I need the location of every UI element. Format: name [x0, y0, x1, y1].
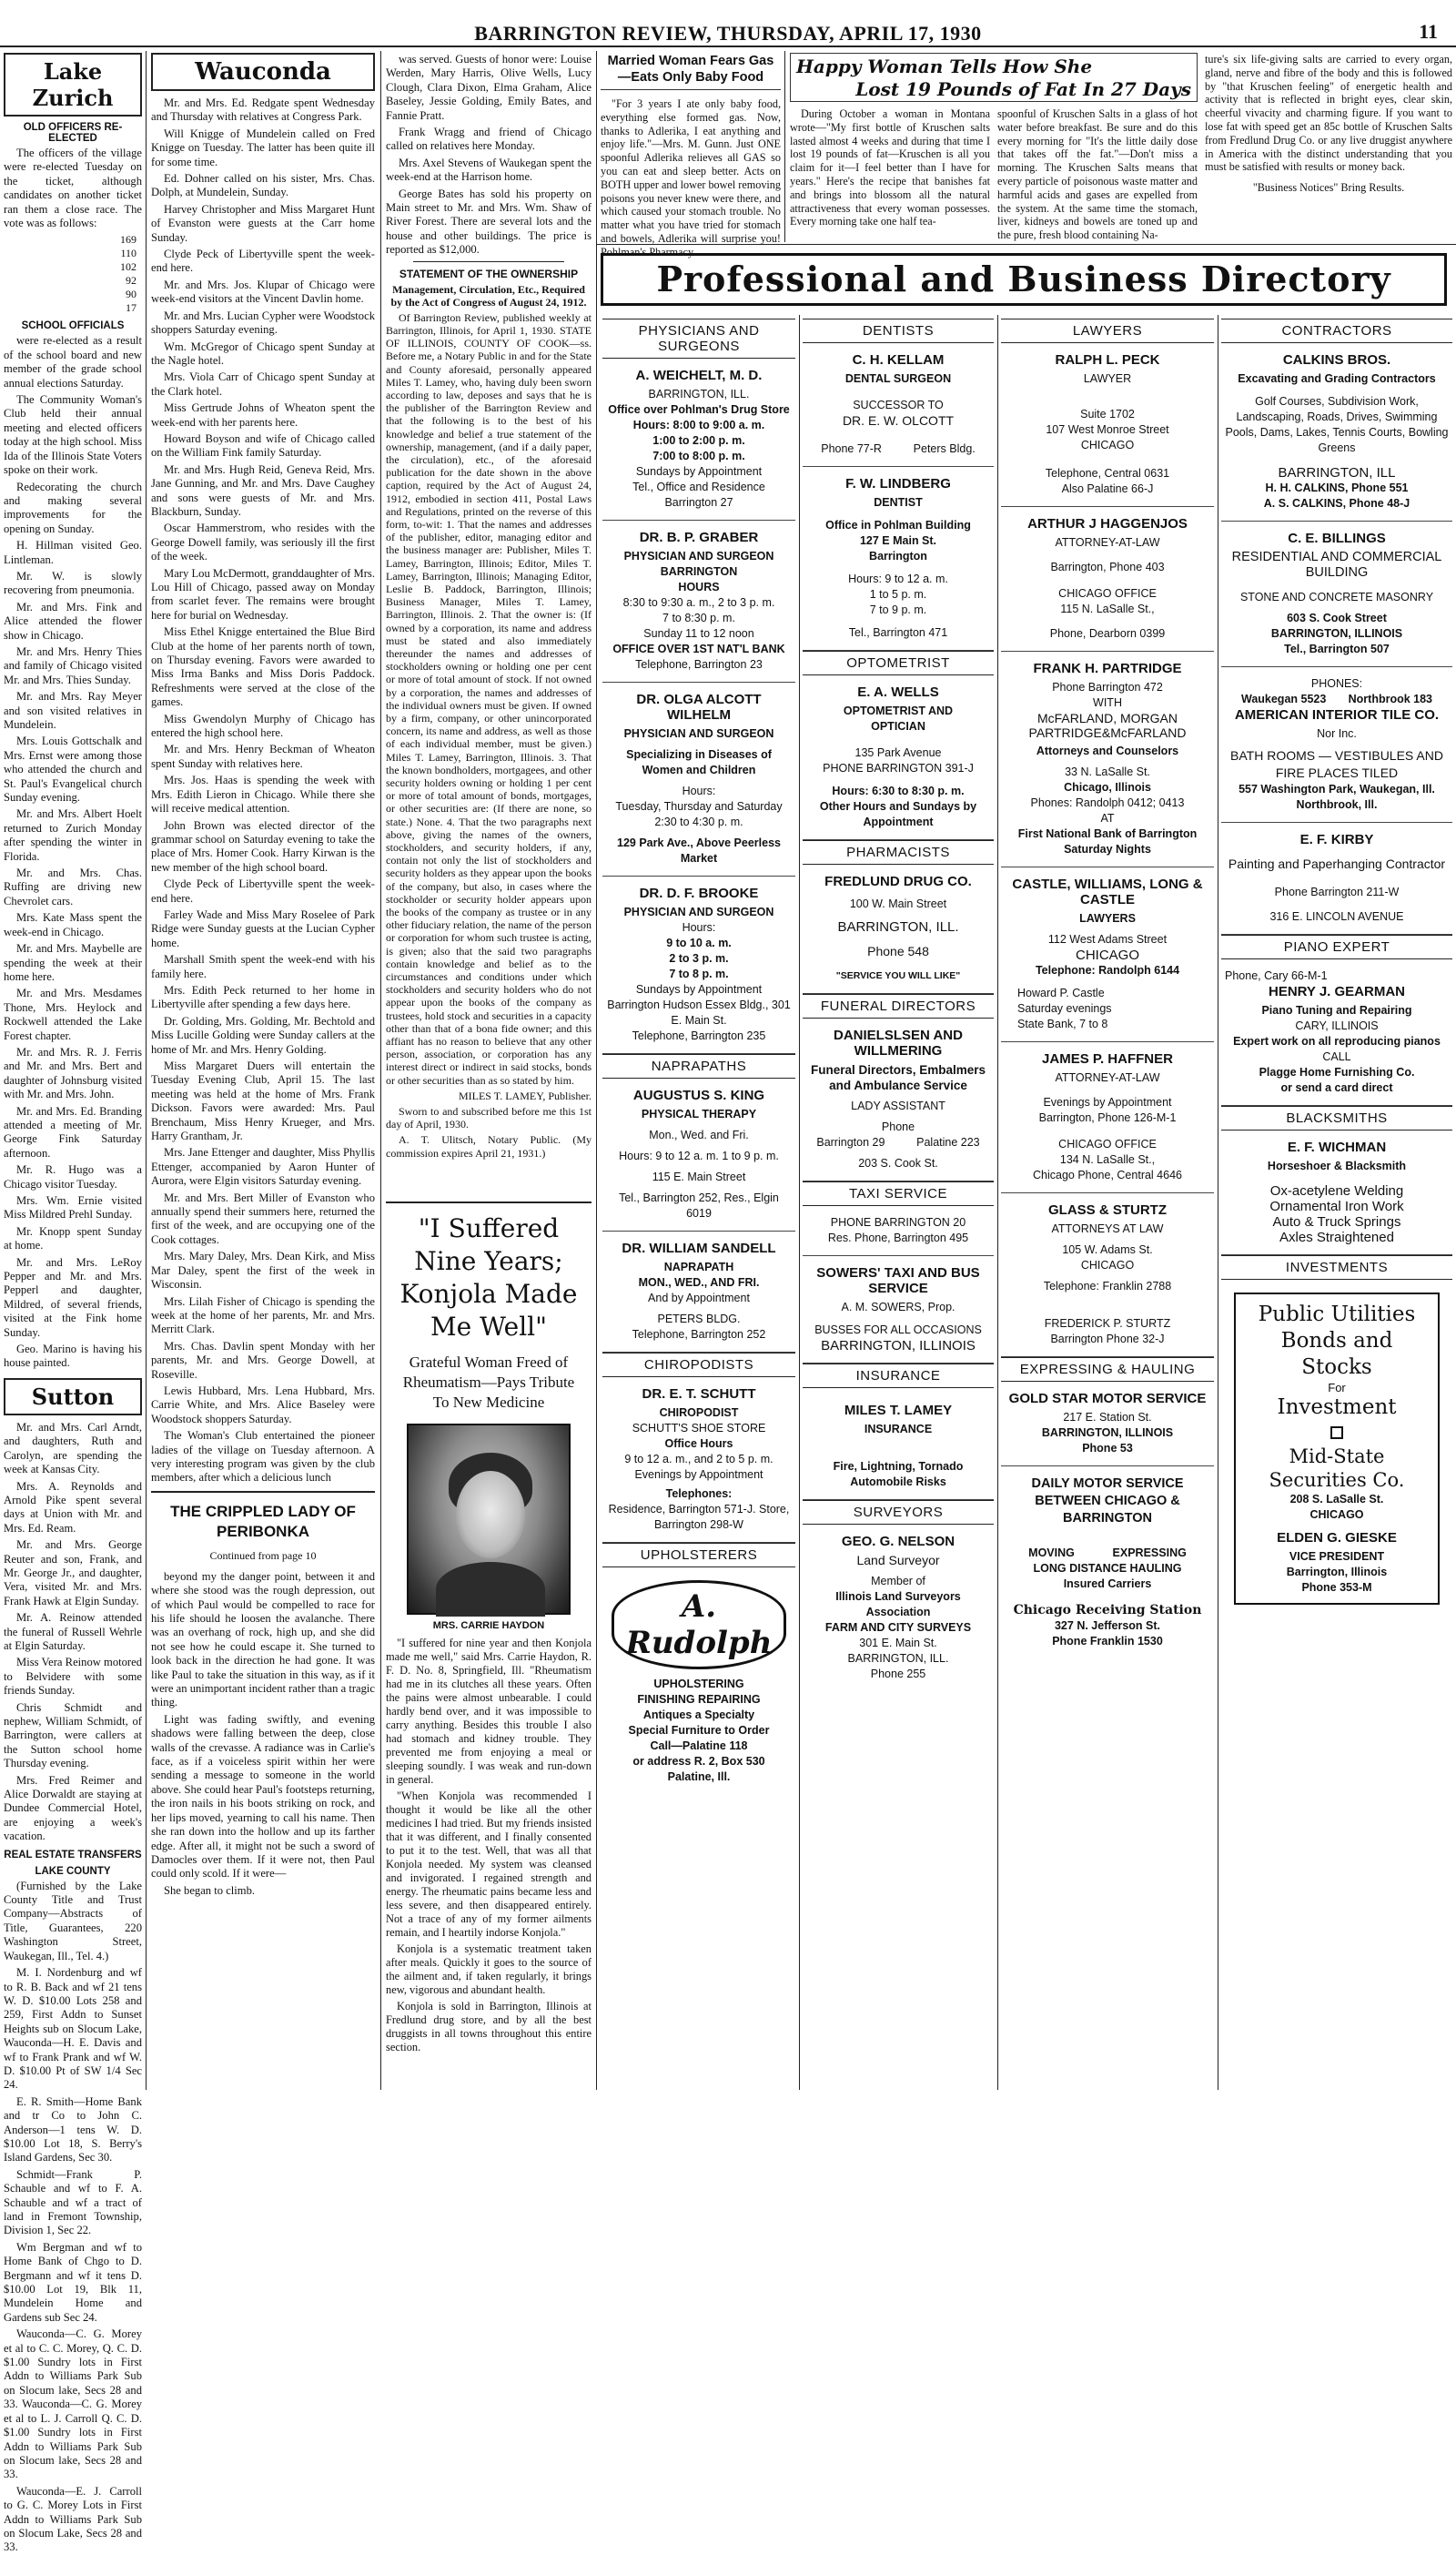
- listing-king: AUGUSTUS S. KING PHYSICAL THERAPY Mon., Wed. and Fri. Hours: 9 to 12 a. m. 1 to 9 p. m. 115 E. Main Street Tel., Barrington 252, Res., Elgin 6019: [602, 1079, 795, 1232]
- adlerika-ad: Married Woman Fears Gas —Eats Only Baby Food "For 3 years I ate only baby food, everything else formed gas. Now, thanks to Adlerika, I eat anything and enjoy life."—Mrs. M. Gunn. Just ONE spoonful Adlerika relieves all GAS so you can eat and sleep better. Acts on BOTH upper and lower bowel removing poisons you never knew were there, and which caused your stomach trouble. No matter what you have tried for stomach and bowels, Adlerika will surprise you! Pohlman's Pharmacy.: [601, 54, 781, 259]
- square-bullet-icon: [1330, 1426, 1343, 1439]
- category-lawyers: LAWYERS: [1001, 319, 1214, 343]
- listing-taxi-phone: PHONE BARRINGTON 20 Res. Phone, Barrington 495: [803, 1206, 994, 1256]
- subheading: SCHOOL OFFICIALS: [21, 320, 125, 332]
- serial-continued: Continued from page 10: [209, 1548, 317, 1562]
- listing-weichelt: A. WEICHELT, M. D. BARRINGTON, ILL. Office over Pohlman's Drug Store Hours: 8:00 to 9:00 a. m. 1:00 to 2:00 p. m. 7:00 to 8:00 p. m. Sundays by Appointment Tel., Office and Residence Barrington 27: [602, 359, 795, 521]
- category-optometrist: OPTOMETRIST: [803, 651, 994, 675]
- vote-list: 169 110 102 92 90 17: [120, 233, 136, 315]
- directory-column-d: [1221, 319, 1452, 2090]
- statement-title: STATEMENT OF THE OWNERSHIP: [399, 267, 579, 280]
- listing-gold-star: GOLD STAR MOTOR SERVICE 217 E. Station St. BARRINGTON, ILLINOIS Phone 53: [1001, 1382, 1214, 1466]
- kruschen-headline-2: Lost 19 Pounds of Fat In 27 Days: [855, 78, 1191, 100]
- listing-billings: C. E. BILLINGS RESIDENTIAL AND COMMERCIAL BUILDING STONE AND CONCRETE MASONRY 603 S. Cook Street BARRINGTON, ILLINOIS Tel., Barrington 507: [1221, 522, 1452, 667]
- listing-calkins: CALKINS BROS. Excavating and Grading Contractors Golf Courses, Subdivision Work, Landscaping, Roads, Drives, Swimming Pools, Dams, Lakes, Tennis Courts, Bowling Greens BARRINGTON, ILL H. H. CALKINS, Phone 551 A. S. CALKINS, Phone 48-J: [1221, 343, 1452, 522]
- category-naprapaths: NAPRAPATHS: [602, 1054, 795, 1079]
- rudolph-logo: A. Rudolph: [612, 1580, 786, 1669]
- listing-mid-state: Public Utilities Bonds and Stocks For Investment Mid-State Securities Co. 208 S. LaSalle St. CHICAGO ELDEN G. GIESKE VICE PRESIDENT Barrington, Illinois Phone 353-M: [1221, 1280, 1452, 1617]
- category-upholsterers: UPHOLSTERERS: [602, 1543, 795, 1567]
- adlerika-headline: Married Woman Fears Gas —Eats Only Baby Food: [601, 53, 781, 90]
- category-pharmacists: PHARMACISTS: [803, 840, 994, 865]
- category-investments: INVESTMENTS: [1221, 1255, 1452, 1280]
- listing-sowers: SOWERS' TAXI AND BUS SERVICE A. M. SOWERS, Prop. BUSSES FOR ALL OCCASIONS BARRINGTON, ILLINOIS: [803, 1256, 994, 1364]
- directory-title: Professional and Business Directory: [601, 253, 1447, 306]
- listing-graber: DR. B. P. GRABER PHYSICIAN AND SURGEON BARRINGTON HOURS 8:30 to 9:30 a. m., 2 to 3 p. m. 7 to 8:30 p. m. Sunday 11 to 12 noon OFFICE OVER 1ST NAT'L BANK Telephone, Barrington 23: [602, 521, 795, 683]
- listing-gearman: Phone, Cary 66-M-1 HENRY J. GEARMAN Piano Tuning and Repairing CARY, ILLINOIS Expert work on all reproducing pianos CALL Plagge Home Furnishing Co. or send a card direct: [1221, 959, 1452, 1106]
- category-blacksmiths: BLACKSMITHS: [1221, 1106, 1452, 1130]
- portrait-caption: MRS. CARRIE HAYDON: [432, 1620, 545, 1631]
- category-insurance: INSURANCE: [803, 1364, 994, 1388]
- listing-lamey: MILES T. LAMEY INSURANCE Fire, Lightning, Tornado Automobile Risks: [803, 1388, 994, 1500]
- subheading: OLD OFFICERS RE-ELECTED: [23, 122, 123, 144]
- category-dentists: DENTISTS: [803, 319, 994, 343]
- listing-kirby: E. F. KIRBY Painting and Paperhanging Contractor Phone Barrington 211-W 316 E. LINCOLN AVENUE: [1221, 823, 1452, 935]
- listing-schutt: DR. E. T. SCHUTT CHIROPODIST SCHUTT'S SHOE STORE Office Hours 9 to 12 a. m., and 2 to 5 p. m. Evenings by Appointment Telephones: Residence, Barrington 571-J. Store, Barrington 298-W: [602, 1377, 795, 1543]
- listing-haggenjos: ARTHUR J HAGGENJOS ATTORNEY-AT-LAW Barrington, Phone 403 CHICAGO OFFICE 115 N. LaSalle St., Phone, Dearborn 0399: [1001, 507, 1214, 652]
- listing-nelson: GEO. G. NELSON Land Surveyor Member of Illinois Land Surveyors Association FARM AND CITY SURVEYS 301 E. Main St. BARRINGTON, ILL. Phone 255: [824, 1534, 972, 1680]
- listing-brooke: DR. D. F. BROOKE PHYSICIAN AND SURGEON Hours: 9 to 10 a. m. 2 to 3 p. m. 7 to 8 p. m. Sundays by Appointment Barrington Hudson Essex Bldg., 301 E. Main St. Telephone, Barrington 235: [602, 877, 795, 1054]
- listing-american-interior: PHONES: Waukegan 5523 Northbrook 183 AMERICAN INTERIOR TILE CO. Nor Inc. BATH ROOMS — VESTIBULES AND FIRE PLACES TILED 557 Washington Park, Waukegan, Ill. Northbrook, Ill.: [1221, 667, 1452, 823]
- portrait-image: [407, 1424, 571, 1615]
- category-piano: PIANO EXPERT: [1221, 935, 1452, 959]
- category-chiropodists: CHIROPODISTS: [602, 1353, 795, 1377]
- masthead-title: BARRINGTON REVIEW, THURSDAY, APRIL 17, 1930: [474, 22, 982, 45]
- category-taxi: TAXI SERVICE: [803, 1181, 994, 1206]
- listing-peck: RALPH L. PECK LAWYER Suite 1702 107 West Monroe Street CHICAGO Telephone, Central 0631 Also Palatine 66-J: [1001, 343, 1214, 507]
- konjola-ad: "I Suffered Nine Years; Konjola Made Me Well" Grateful Woman Freed of Rheumatism—Pays Tribute To New Medicine MRS. CARRIE HAYDON "I suffered for nine year and then Konjola made me well," said Mrs. Carrie Haydon, R. F. D. No. 8, Springfield, Ill. "Rheumatism had me in its clutches all these years. Often the pains were almost unbearable. I could hardly bend over, and it was impossible to carry anything. Besides this trouble I also had stomach and kidney trouble. They prevented me from enjoying a meal or sleeping soundly. I was weak and run-down in general. "When Konjola was recommended I thought it would be like all the other medicines I had tried. But my friends insisted that it was different, and I finally consented to put it to the test. Well, that was all that Konjola needed. My system was cleansed and invigorated. I regained strength and energy. The rheumatic pains became less and less severe, and then disappeared entirely. Not a trace of any of my former ailments remain, and I heartily indorse Konjola." Konjola is a systematic treatment taken after meals. Quickly it goes to the source of the ailment and, if taken regularly, it brings new, vigorous and abundant health. Konjola is sold in Barrington, Illinois at Fredlund drug store, and by all the best druggists in all towns throughout this entire section.: [386, 1201, 592, 2094]
- column-lake-zurich: Lake Zurich OLD OFFICERS RE-ELECTED The officers of the village were re-elected Tuesday on the ticket, although candidates on another ticket ran them a close race. The vote was as follows: 169 110 102 92 90 17 SCHOOL OFFICIALS were re-elected as a result of the school board and new member of the grade school annual elections Saturday. The Community Woman's Club held their annual meeting and elected officers today at the high school. Miss Ida of the Illinois State Voters spoke on their work. Redecorating the church and making several improvements for the opening on Sunday. H. Hillman visited Geo. Lintleman. Mr. W. is slowly recovering from pneumonia. Mr. and Mrs. Fink and Alice attended the flower show in Chicago. Mr. and Mrs. Henry Thies and family of Chicago visited Mr. and Mrs. Thies Sunday. Mr. and Mrs. Ray Meyer and son visited relatives in Mundelein. Mrs. Louis Gottschalk and Mrs. Ernst were among those who attended the church and St. Paul's Evangelical church Sunday evening. Mr. and Mrs. Albert Hoelt returned to Zurich Monday after spending the winter in Florida. Mr. and Mrs. Chas. Ruffing are driving new Chevrolet cars. Mrs. Kate Mass spent the week-end in Chicago. Mr. and Mrs. Maybelle are spending the week at their home here. Mr. and Mrs. Mesdames Thone, Mrs. Heylock and Rockwell attended the Lake Forest chapter. Mr. and Mrs. R. J. Ferris and Mr. and Mrs. Bert and daughter of Johnsburg visited with Mr. and Mrs. John. Mr. and Mrs. Ed. Branding attended a meeting of Mr. George Fink Saturday afternoon. Mr. R. Hugo was a Chicago visitor Tuesday. Mrs. Wm. Ernie visited Miss Mildred Prehl Sunday. Mr. Knopp spent Sunday at home. Mr. and Mrs. LeRoy Pepper and Mr. and Mrs. Pepperl and daughter, Mildred, of several friends, visited at the Fink home Sunday. Geo. Marino is having his house painted. Sutton Mr. and Mrs. Carl Arndt, and daughters, Ruth and Carolyn, are spending the week at Kansas City. Mrs. A. Reynolds and Arnold Pike spent several days at Union with Mr. and Mrs. Ed. Ream. Mr. and Mrs. George Reuter and son, Frank, and Mr. George Jr., and daughter, Vera, visited Mr. and Mrs. Frank Hawk at Elgin Sunday. Mr. A. Reinow attended the funeral of Russell Wehrle at Elgin Saturday. Miss Vera Reinow motored to Belvidere with some friends Sunday. Chris Schmidt and nephew, William Schmidt, of Barrington, were callers at the Sutton school home Thursday evening. Mrs. Fred Reimer and Alice Dorwaldt are staying at Dundee Commercial Hotel, are enjoying a week's vacation. REAL ESTATE TRANSFERS LAKE COUNTY (Furnished by the Lake County Title and Trust Company—Abstracts of Title, Guarantees, 220 Washington Street, Waukegan, Ill., Tel. 4.) M. I. Nordenburg and wf to R. B. Back and wf 21 tens W. D. $10.00 Lots 258 and 259, First Addn to Sunset Heights sub on Slocum Lake, Wauconda—H. E. Davis and wf to Frank Prank and wf W. D. $10.00 Pt of SW 1/4 Sec 24. E. R. Smith—Home Bank and tr Co to John C. Anderson—1 tens W. D. $10.00 Lot 18, S. Berry's Island Gardens, Sec 30. Schmidt—Frank P. Schauble and wf to F. A. Schauble and wf a tract of land in Fremont Township, Division 1, Sec 22. Wm Bergman and wf to Home Bank of Chgo to D. Bergmann and wf it tens D. $10.00 Lot 19, Blk 11, Mundelein Home and Gardens sub Sec 24. Wauconda—C. G. Morey et al to C. C. Morey, Q. C. D. $1.00 Sundry lots in First Addn to Williams Park Sub on Slocum lake, Secs 28 and 33. Wauconda—C. G. Morey et al to L. J. Carroll Q. C. D. $1.00 Sundry lots in First Addn to Williams Park Sub on Slocum lake, Secs 28 and 33. Wauconda—E. J. Carroll to G. C. Morey Lots in First Addn to Williams Park Sub on Slocum Lake, Secs 28 and 33.: [4, 53, 142, 2092]
- listing-wells: E. A. WELLS OPTOMETRIST AND OPTICIAN 135 Park Avenue PHONE BARRINGTON 391-J Hours: 6:30 to 8:30 p. m. Other Hours and Sundays by Appointment: [803, 675, 994, 840]
- listing-sandell: DR. WILLIAM SANDELL NAPRAPATH MON., WED., AND FRI. And by Appointment PETERS BLDG. Telephone, Barrington 252: [602, 1232, 795, 1353]
- lake-zurich-heading: Lake Zurich: [4, 53, 142, 117]
- category-contractors: CONTRACTORS: [1221, 319, 1452, 343]
- sutton-heading: Sutton: [4, 1378, 142, 1415]
- category-physicians: PHYSICIANS AND SURGEONS: [602, 319, 795, 359]
- listing-rudolph: A. Rudolph UPHOLSTERING FINISHING REPAIRING Antiques a Specialty Special Furniture to Order Call—Palatine 118 or address R. 2, Box 530 Palatine, Ill.: [602, 1567, 795, 1794]
- listing-wichman: E. F. WICHMAN Horseshoer & Blacksmith Ox-acetylene Welding Ornamental Iron Work Auto & Truck Springs Axles Straightened: [1221, 1130, 1452, 1255]
- business-notice: "Business Notices" Bring Results.: [1252, 181, 1405, 195]
- serial-title: THE CRIPPLED LADY OF PERIBONKA: [170, 1502, 356, 1540]
- listing-castle: CASTLE, WILLIAMS, LONG & CASTLE LAWYERS 112 West Adams Street CHICAGO Telephone: Randolph 6144 Howard P. Castle Saturday evenings State Bank, 7 to 8: [1001, 867, 1214, 1042]
- listing-daily-motor: DAILY MOTOR SERVICE BETWEEN CHICAGO & BARRINGTON MOVING EXPRESSING LONG DISTANCE HAULING Insured Carriers Chicago Receiving Station 327 N. Jefferson St. Phone Franklin 1530: [1013, 1476, 1202, 1648]
- listing-lindberg: F. W. LINDBERG DENTIST Office in Pohlman Building 127 E Main St. Barrington Hours: 9 to 12 a. m. 1 to 5 p. m. 7 to 9 p. m. Tel., Barrington 471: [803, 467, 994, 651]
- column-wauconda: Wauconda Mr. and Mrs. Ed. Redgate spent Wednesday and Thursday with relatives at Congress Park. Will Knigge of Mundelein called on Fred Knigge on Tuesday. The latter has been quite ill for some time. Ed. Dohner called on his sister, Mrs. Chas. Dolph, at Mundelein, Sunday. Harvey Christopher and Miss Margaret Hunt of Evanston were guests at the Carr home Sunday. Clyde Peck of Libertyville spent the week-end here. Mr. and Mrs. Jos. Klupar of Chicago were week-end visitors at the Vincent Davlin home. Mr. and Mrs. Lucian Cypher were Woodstock shoppers Saturday evening. Wm. McGregor of Chicago spent Sunday at the Nagle hotel. Mrs. Viola Carr of Chicago spent Sunday at the Clark hotel. Miss Gertrude Johns of Wheaton spent the week-end with her parents here. Howard Boyson and wife of Chicago called on the William Fink family Saturday. Mr. and Mrs. Hugh Reid, Geneva Reid, Mrs. Jane Gunning, and Mr. and Mrs. Dave Caughey and sons were guests of Mr. and Mrs. Blackburn, Sunday. Oscar Hammerstrom, who resides with the George Dowell family, was seriously ill the first of the week. Mary Lou McDermott, granddaughter of Mrs. Lou Hill of Chicago, passed away on Monday from scarlet fever. The remains were brought here for burial on Wednesday. Miss Ethel Knigge entertained the Blue Bird Club at the home of her parents north of town, on Thursday evening. Favors were awarded to Miss Irma Banks and Miss Doris Paddock. Refreshments were served at the close of the games. Miss Gwendolyn Murphy of Chicago has entered the high school here. Mr. and Mrs. Henry Beckman of Wheaton spent Sunday with relatives here. Mrs. Jos. Haas is spending the week with Mrs. Edith Lieron in Chicago. While there she will receive medical attention. John Brown was elected director of the grammar school on Saturday evening to take the place of Mrs. Homer Cook. Harry Kirwan is the new member of the high school board. Clyde Peck of Libertyville spent the week-end here. Farley Wade and Miss Mary Roselee of Park Ridge were Sunday guests at the Lucian Cypher home. Marshall Smith spent the week-end with his family here. Mrs. Edith Peck returned to her home in Libertyville after spending a few days here. Dr. Golding, Mrs. Golding, Mr. Bechtold and Miss Lucille Golding were Sunday callers at the home of Mr. and Mrs. Henry Golding. Miss Margaret Duers will entertain the Tuesday Evening Club, April 15. The last meeting was held at the home of Mrs. Frank Dickson. Favors were awarded: Mrs. Paul Brenchaum, Miss Henry Krueger, and Mrs. Harry Grantham, Jr. Mrs. Jane Ettenger and daughter, Miss Phyllis Ettenger, accompanied by Aaron Hunter of Aurora, were Elgin visitors Saturday evening. Mr. and Mrs. Bert Miller of Evanston who annually spend their summers here, returned the first of the week, and are occupying one of the Cook cottages. Mrs. Mary Daley, Mrs. Dean Kirk, and Miss Mar Daley, spent the first of the week in Wisconsin. Mrs. Lilah Fisher of Chicago is spending the week at the home of her parents, Mr. and Mrs. Merritt Clark. Mrs. Chas. Davlin spent Monday with her parents, Mr. and Mrs. George Dowell, at Roseville. Lewis Hubbard, Mrs. Lena Hubbard, Mrs. Carrie White, and Mrs. Alice Baseley were Woodstock shoppers Saturday. The Woman's Club entertained the pioneer ladies of the village on Tuesday afternoon. A very interesting program was given by the club members, after which a delicious lunch THE CRIPPLED LADY OF PERIBONKA Continued from page 10 beyond my the danger point, between it and where she stood was the rough depression, out of which Paul would be compelled to race for his life should he loosen the avalanche. There was an overhang of rock, high up, and she did not see how he could escape it. She turned to look back in the direction he had gone. It was like Paul to take the situation in this way, as if it were an unimportant incident rather than a tragic thing. Light was fading swiftly, and evening shadows were falling between the deep, close walls of the crevasse. A radiance was in Carlie's face, as if a voiceless spirit within her were sending a message to someone in the world above. She could hear Paul's footsteps returning, the iron nails in his boots striking on rock, and her lips moved, yearning to call his name. Then she ran down into the hollow and up its farther edge. After all, it might not be such a sword of Damocles over them. If it were not, then Paul could only scold. If it were— She began to climb.: [151, 53, 375, 2092]
- listing-danielsen: DANIELSLSEN AND WILLMERING Funeral Directors, Embalmers and Ambulance Service LADY ASSISTANT Phone Barrington 29 Palatine 223 203 S. Cook St.: [803, 1019, 994, 1181]
- konjola-subhead: Grateful Woman Freed of Rheumatism—Pays Tribute To New Medicine: [402, 1354, 575, 1411]
- directory-column-b: [803, 319, 994, 2090]
- listing-wilhelm: DR. OLGA ALCOTT WILHELM PHYSICIAN AND SURGEON Specializing in Diseases of Women and Children Hours: Tuesday, Thursday and Saturday 2:30 to 4:30 p. m. 129 Park Ave., Above Peerless Market: [602, 683, 795, 877]
- konjola-headline: "I Suffered Nine Years; Konjola Made Me Well": [399, 1213, 578, 1342]
- category-funeral: FUNERAL DIRECTORS: [803, 994, 994, 1019]
- masthead: [0, 16, 1456, 47]
- listing-fredlund: FREDLUND DRUG CO. 100 W. Main Street BARRINGTON, ILL. Phone 548 "SERVICE YOU WILL LIKE": [803, 865, 994, 994]
- page-number: 11: [1419, 20, 1438, 43]
- listing-partridge: FRANK H. PARTRIDGE Phone Barrington 472 WITH McFARLAND, MORGAN PARTRIDGE&McFARLAND Attorneys and Counselors 33 N. LaSalle St. Chicago, Illinois Phones: Randolph 0412; 0413 AT First National Bank of Barrington Saturday Nights: [1001, 652, 1214, 867]
- wauconda-heading: Wauconda: [151, 53, 375, 91]
- real-estate-heading: REAL ESTATE TRANSFERS: [4, 1849, 142, 1860]
- kruschen-headline-1: Happy Woman Tells How She: [796, 56, 1093, 77]
- listing-glass-sturtz: GLASS & STURTZ ATTORNEYS AT LAW 105 W. Adams St. CHICAGO Telephone: Franklin 2788 FREDERICK P. STURTZ Barrington Phone 32-J: [1001, 1193, 1214, 1357]
- listing-haffner: JAMES P. HAFFNER ATTORNEY-AT-LAW Evenings by Appointment Barrington, Phone 126-M-1 CHICAGO OFFICE 134 N. LaSalle St., Chicago Phone, Central 4646: [1001, 1042, 1214, 1193]
- column-three: was served. Guests of honor were: Louise Werden, Mary Harris, Olive Wells, Lucy Clough, Clara Dixon, Elma Graham, Alice Baseley, Jessie Golding, Emily Bates, and Fannie Pratt. Frank Wragg and friend of Chicago called on relatives here Monday. Mrs. Axel Stevens of Waukegan spent the week-end at the Harrison home. George Bates has sold his property on Main street to Mr. and Mrs. Wm. Shaw of River Forest. There are several lots and the house and other buildings. The price is reported as $12,000. STATEMENT OF THE OWNERSHIP Management, Circulation, Etc., Required by the Act of Congress of August 24, 1912. Of Barrington Review, published weekly at Barrington, Illinois, for April 1, 1930. STATE OF ILLINOIS, COUNTY OF COOK—ss. Before me, a Notary Public in and for the State and County aforesaid, personally appeared Miles T. Lamey, who, having duly been sworn according to law, deposes and says that he is the publisher of the Barrington Review and that the following is to the best of his knowledge and belief a true statement of the ownership, management, (and if a daily paper, the circulation), etc., of the aforesaid publication for the date shown in the above caption, required by the Act of August 24, 1912, embodied in section 411, Postal Laws and Regulations, printed on the reverse of this form, to-wit: 1. That the names and addresses of the publisher, editor, managing editor and the business manager are: Publisher, Miles T. Lamey, Barrington, Illinois; Editor, Miles T. Lamey, Barrington, Illinois; Managing Editor, Leslie B. Paddock, Barrington, Illinois; Business Manager, Miles T. Lamey, Barrington, Illinois. 2. That the owner is: (If owned by a corporation, its name and address must be stated and also immediately thereunder the names and addresses of stockholders owning or holding one per cent or more of total amount of stock. If not owned by a corporation, the names and addresses of the individual owners must be given. If owned by a firm, company, or other unincorporated concern, its name and address, as well as those of each individual member, must be given.) Miles T. Lamey, Barrington, Illinois. 3. That the known bondholders, mortgagees, and other security holders owning or holding 1 per cent or more of total amount of bonds, mortgages, or other securities are: (If there are none, so state.) None. 4. That the two paragraphs next above, giving the names of the owners, stockholders, and security holders, if any, contain not only the list of stockholders and security holders as they appear upon the books of the company, but also, in cases where the stockholder or security holder appears upon the books of the company as trustee or in any other fiduciary relation, the name of the person or corporation for whom such trustee is acting, is given; also that the said two paragraphs contain knowledge and belief as to the circumstances and conditions under which stockholders and security holders who do not appear upon the books of the company as trustees, hold stock and securities in a capacity other than that of a bona fide owner; and this affiant has no reason to believe that any other person, association, or corporation has any interest direct or indirect in said stocks, bonds or other securities than as so stated by him. MILES T. LAMEY, Publisher. Sworn to and subscribed before me this 1st day of April, 1930. A. T. Ulitsch, Notary Public. (My commission expires April 21, 1931.): [386, 53, 592, 1160]
- category-surveyors: SURVEYORS: [803, 1500, 994, 1525]
- article-text: The officers of the village were re-elected Tuesday on the ticket, although candidates on another ticket ran them a close race. The vote was as follows:: [4, 147, 142, 230]
- directory-column-a: [602, 319, 795, 2090]
- category-expressing: EXPRESSING & HAULING: [1001, 1357, 1214, 1382]
- kruschen-ad: Happy Woman Tells How She Lost 19 Pounds of Fat In 27 Days During October a woman in Montana wrote—"My first bottle of Kruschen salts lasted almost 4 weeks and during that time I lost 19 pounds of fat—Kruschen is all you claim for it—I feel better than I have for years." Here's the recipe that banishes fat and brings into blossom all the natural attractiveness that every woman possesses. Every morning take one half tea- spoonful of Kruschen Salts in a glass of hot water before breakfast. Be sure and do this every morning for "It's the little daily dose that takes off the fat."—Don't miss a morning. The Kruschen Salts means that every particle of poisonous waste matter and harmful acids and gases are expelled from the system. At the same time the stomach, liver, kidneys and bowels are toned up and the pure, fresh blood containing Na- ture's six life-giving salts are carried to every organ, gland, nerve and fibre of the body and this is followed by "that Kruschen feeling" of energetic health and activity that is reflected in bright eyes, clear skin, cheerful vivacity and charming figure. If you want to lose fat with speed get an 85c bottle of Kruschen Salts from Fredlund Drug Co. or any live druggist anywhere in America with the distinct understanding that you must be satisfied with results or money back. "Business Notices" Bring Results.: [790, 53, 1452, 242]
- listing-kellam: C. H. KELLAM DENTAL SURGEON SUCCESSOR TO DR. E. W. OLCOTT Phone 77-R Peters Bldg.: [803, 343, 994, 467]
- directory-column-c: [1001, 319, 1214, 2090]
